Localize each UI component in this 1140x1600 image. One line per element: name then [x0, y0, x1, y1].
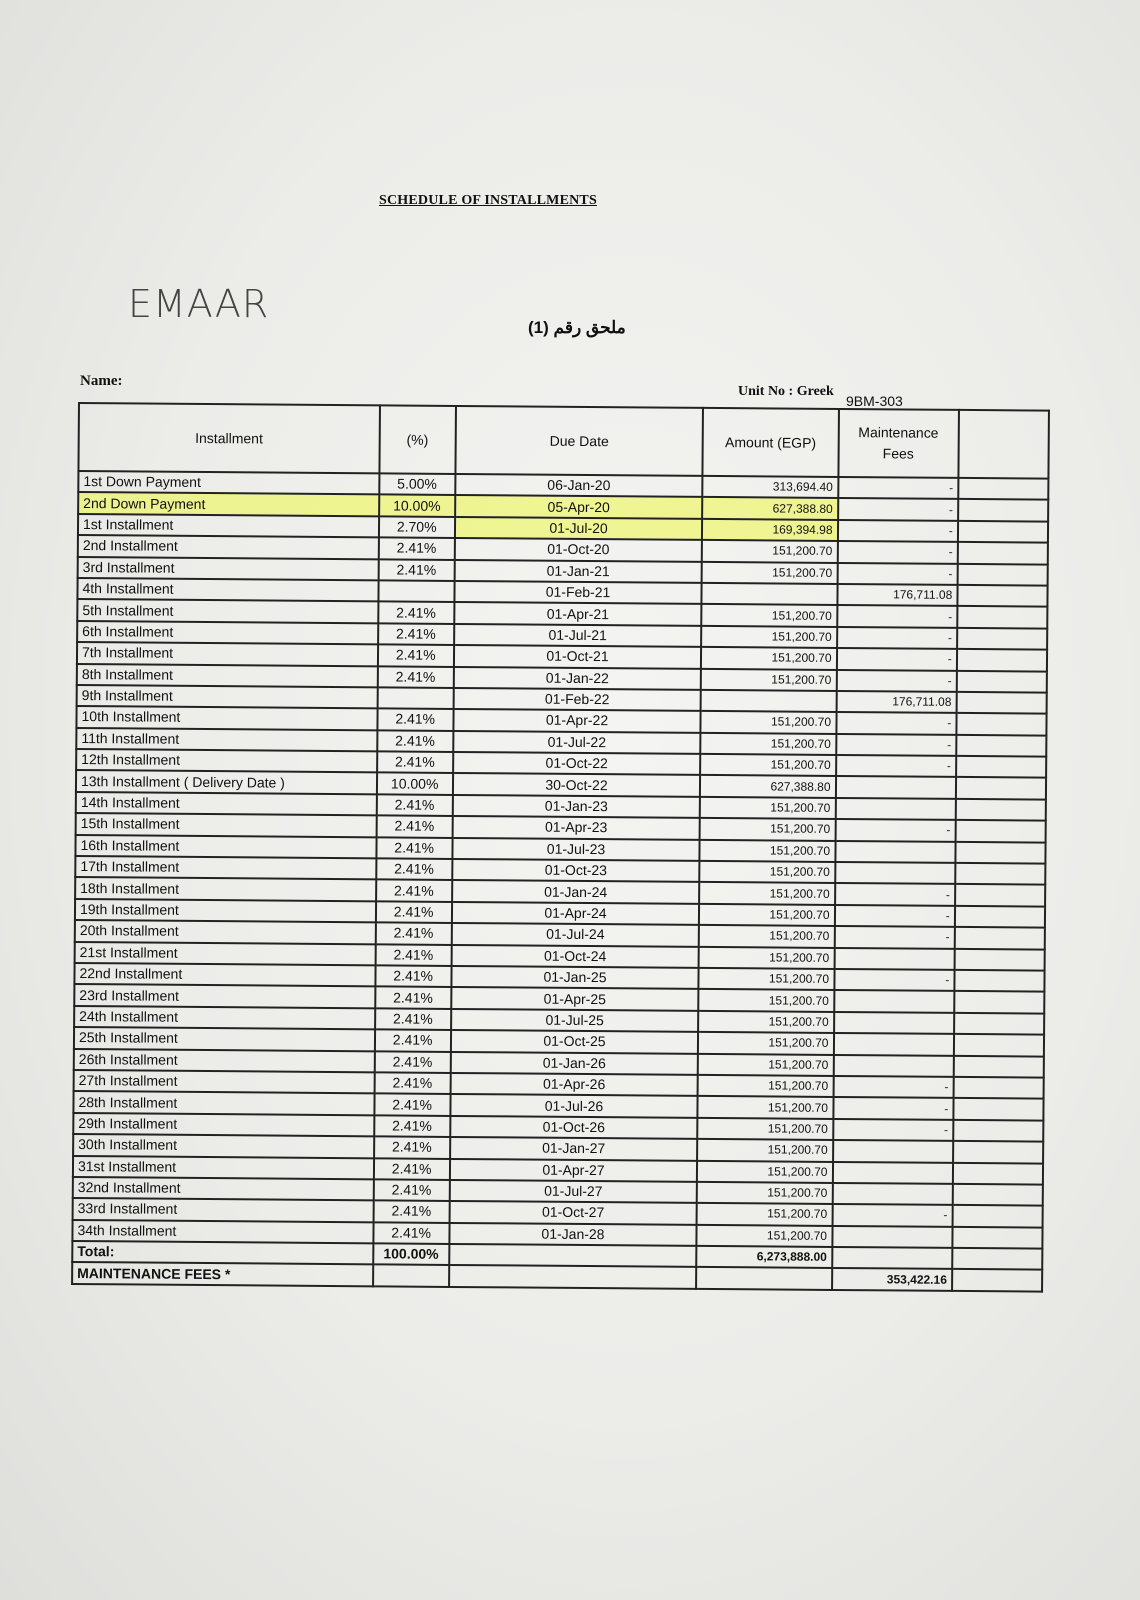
- due-date-cell: 01-Oct-27: [449, 1201, 697, 1224]
- installment-cell: 12th Installment: [76, 749, 377, 773]
- maintenance-fee-cell: -: [837, 520, 957, 542]
- due-date-cell: 01-Jan-26: [451, 1051, 699, 1074]
- extra-cell: [955, 906, 1045, 928]
- maintenance-fee-cell: [835, 841, 955, 863]
- extra-cell: [956, 756, 1046, 778]
- due-date-cell: 01-Feb-22: [453, 688, 701, 711]
- due-date-cell: 06-Jan-20: [455, 474, 703, 497]
- extra-cell: [958, 499, 1048, 521]
- extra-cell: [953, 1055, 1043, 1077]
- installment-cell: 1st Installment: [78, 514, 379, 538]
- installment-cell: 26th Installment: [74, 1049, 375, 1073]
- percent-cell: 2.41%: [375, 1030, 451, 1052]
- installment-cell: 21st Installment: [75, 942, 376, 966]
- installment-cell: 17th Installment: [75, 856, 376, 880]
- maintenance-fee-cell: -: [837, 605, 957, 627]
- installment-cell: 8th Installment: [77, 664, 378, 688]
- percent-cell: 2.41%: [378, 602, 454, 624]
- annex-label: ملحق رقم (1): [528, 318, 626, 337]
- maintenance-fee-cell: -: [837, 563, 957, 585]
- installment-cell: 20th Installment: [75, 920, 376, 944]
- extra-cell: [954, 1034, 1044, 1056]
- total-extra-cell: [952, 1248, 1042, 1270]
- table-header-row: [78, 403, 1049, 479]
- percent-cell: 2.41%: [373, 1222, 449, 1244]
- maintenance-fee-cell: -: [835, 819, 955, 841]
- extra-cell: [954, 991, 1044, 1013]
- due-date-cell: 01-Apr-21: [454, 602, 702, 625]
- percent-cell: 2.41%: [375, 987, 451, 1009]
- installment-cell: 27th Installment: [74, 1070, 375, 1094]
- maintenance-fee-cell: [833, 1033, 953, 1055]
- installment-cell: 4th Installment: [77, 578, 378, 602]
- installment-cell: 25th Installment: [74, 1027, 375, 1051]
- maintenance-fee-cell: -: [838, 498, 958, 520]
- maintenance-fee-cell: [832, 1161, 952, 1183]
- due-date-cell: 01-Jan-21: [454, 560, 702, 583]
- installment-cell: 2nd Down Payment: [78, 492, 379, 516]
- due-date-cell: 01-Apr-25: [451, 987, 699, 1010]
- extra-cell: [956, 692, 1046, 714]
- percent-cell: 2.41%: [374, 1158, 450, 1180]
- extra-cell: [956, 713, 1046, 735]
- amount-cell: 151,200.70: [698, 1011, 833, 1033]
- percent-cell: 2.41%: [374, 1072, 450, 1094]
- amount-cell: 151,200.70: [700, 754, 835, 776]
- percent-cell: 10.00%: [377, 773, 453, 795]
- amount-cell: 151,200.70: [700, 840, 835, 862]
- extra-cell: [955, 884, 1045, 906]
- due-date-cell: 01-Apr-22: [453, 709, 701, 732]
- header-installment: Installment: [78, 403, 379, 473]
- maintenance-total-fee: 353,422.16: [832, 1268, 952, 1290]
- maintenance-fee-cell: [835, 862, 955, 884]
- amount-cell: 151,200.70: [700, 861, 835, 883]
- amount-cell: [702, 583, 837, 605]
- due-date-cell: 01-Oct-21: [454, 645, 702, 668]
- maintenance-fee-cell: [835, 776, 955, 798]
- installment-cell: 15th Installment: [76, 813, 377, 837]
- amount-cell: 151,200.70: [699, 989, 834, 1011]
- due-date-cell: 01-Jul-22: [453, 731, 701, 754]
- installment-cell: 9th Installment: [77, 685, 378, 709]
- extra-cell: [957, 649, 1047, 671]
- installment-cell: 31st Installment: [73, 1155, 374, 1179]
- extra-cell: [955, 820, 1045, 842]
- amount-cell: 627,388.80: [700, 775, 835, 797]
- percent-cell: 2.41%: [376, 880, 452, 902]
- installment-cell: 2nd Installment: [78, 535, 379, 559]
- extra-cell: [953, 1120, 1043, 1142]
- maintenance-extra-cell: [952, 1269, 1042, 1291]
- header-percent: (%): [379, 405, 456, 474]
- installment-cell: 33rd Installment: [73, 1198, 374, 1222]
- installment-cell: 13th Installment ( Delivery Date ): [76, 770, 377, 794]
- maintenance-label: MAINTENANCE FEES *: [72, 1262, 373, 1286]
- percent-cell: 2.41%: [376, 901, 452, 923]
- extra-cell: [955, 842, 1045, 864]
- percent-cell: 2.41%: [376, 837, 452, 859]
- percent-cell: 2.41%: [378, 623, 454, 645]
- total-date-cell: [449, 1244, 697, 1267]
- maintenance-fee-cell: -: [833, 1119, 953, 1141]
- maintenance-fee-cell: -: [834, 926, 954, 948]
- amount-cell: 151,200.70: [699, 904, 834, 926]
- installment-cell: 7th Installment: [77, 642, 378, 666]
- installment-cell: 1st Down Payment: [78, 471, 379, 495]
- maintenance-fee-cell: -: [836, 669, 956, 691]
- due-date-cell: 01-Jul-23: [452, 838, 700, 861]
- due-date-cell: 01-Jul-20: [455, 517, 703, 540]
- installments-table: [71, 402, 1050, 1292]
- amount-cell: 151,200.70: [702, 540, 837, 562]
- maintenance-fee-cell: -: [837, 541, 957, 563]
- due-date-cell: 01-Jul-21: [454, 624, 702, 647]
- extra-cell: [952, 1227, 1042, 1249]
- amount-cell: 151,200.70: [698, 1053, 833, 1075]
- installment-cell: 11th Installment: [76, 728, 377, 752]
- amount-cell: 627,388.80: [702, 497, 837, 519]
- amount-cell: 151,200.70: [699, 882, 834, 904]
- percent-cell: 2.41%: [378, 538, 454, 560]
- header-blank: [958, 410, 1049, 479]
- maintenance-fee-cell: [833, 1140, 953, 1162]
- installment-cell: 22nd Installment: [74, 963, 375, 987]
- due-date-cell: 01-Oct-26: [450, 1116, 698, 1139]
- extra-cell: [955, 863, 1045, 885]
- installment-cell: 30th Installment: [73, 1134, 374, 1158]
- maintenance-fee-cell: -: [834, 969, 954, 991]
- amount-cell: 151,200.70: [700, 818, 835, 840]
- maintenance-fee-cell: [832, 1226, 952, 1248]
- amount-cell: 151,200.70: [701, 647, 836, 669]
- due-date-cell: 01-Jan-25: [451, 966, 699, 989]
- total-label: Total:: [72, 1241, 373, 1265]
- due-date-cell: 01-Apr-23: [452, 816, 700, 839]
- emaar-logo: EMAAR: [128, 282, 270, 326]
- maintenance-fee-cell: -: [832, 1204, 952, 1226]
- percent-cell: 2.41%: [376, 794, 452, 816]
- percent-cell: 2.41%: [375, 1008, 451, 1030]
- installment-cell: 29th Installment: [73, 1113, 374, 1137]
- amount-cell: 151,200.70: [697, 1225, 832, 1247]
- total-amount: 6,273,888.00: [696, 1246, 831, 1268]
- maintenance-pct-cell: [373, 1265, 449, 1287]
- maintenance-fee-cell: -: [837, 627, 957, 649]
- table-body: [72, 471, 1048, 1249]
- maintenance-fee-cell: [834, 990, 954, 1012]
- extra-cell: [953, 1077, 1043, 1099]
- amount-cell: 151,200.70: [697, 1118, 832, 1140]
- extra-cell: [953, 1162, 1043, 1184]
- percent-cell: 2.41%: [375, 944, 451, 966]
- due-date-cell: 01-Jan-28: [449, 1223, 697, 1246]
- extra-cell: [958, 542, 1048, 564]
- extra-cell: [957, 670, 1047, 692]
- amount-cell: 151,200.70: [702, 604, 837, 626]
- extra-cell: [957, 563, 1047, 585]
- percent-cell: 2.41%: [374, 1094, 450, 1116]
- percent-cell: [377, 687, 453, 709]
- extra-cell: [956, 777, 1046, 799]
- extra-cell: [952, 1184, 1042, 1206]
- percent-cell: 5.00%: [379, 473, 455, 495]
- percent-cell: 2.41%: [376, 816, 452, 838]
- extra-cell: [952, 1205, 1042, 1227]
- installment-cell: 23rd Installment: [74, 984, 375, 1008]
- unit-label: Unit No : Greek: [738, 384, 834, 399]
- maintenance-fee-cell: [834, 1012, 954, 1034]
- amount-cell: 151,200.70: [699, 925, 834, 947]
- amount-cell: 151,200.70: [701, 626, 836, 648]
- maintenance-fee-cell: -: [836, 755, 956, 777]
- amount-cell: 151,200.70: [698, 1075, 833, 1097]
- installment-cell: 16th Installment: [75, 835, 376, 859]
- percent-cell: 2.41%: [374, 1115, 450, 1137]
- percent-cell: [378, 580, 454, 602]
- installment-cell: 5th Installment: [77, 599, 378, 623]
- due-date-cell: 01-Apr-27: [450, 1158, 698, 1181]
- maintenance-date-cell: [449, 1265, 697, 1288]
- amount-cell: 151,200.70: [701, 733, 836, 755]
- due-date-cell: 01-Feb-21: [454, 581, 702, 604]
- due-date-cell: 01-Oct-25: [451, 1030, 699, 1053]
- percent-cell: 2.41%: [376, 858, 452, 880]
- installment-cell: 24th Installment: [74, 1006, 375, 1030]
- maintenance-fee-cell: 176,711.08: [836, 691, 956, 713]
- amount-cell: 151,200.70: [700, 797, 835, 819]
- percent-cell: 10.00%: [379, 495, 455, 517]
- document-title: SCHEDULE OF INSTALLMENTS: [379, 193, 597, 208]
- extra-cell: [953, 1098, 1043, 1120]
- maintenance-fee-cell: -: [836, 712, 956, 734]
- installment-cell: 3rd Installment: [78, 557, 379, 581]
- percent-cell: 2.41%: [377, 666, 453, 688]
- amount-cell: 151,200.70: [697, 1139, 832, 1161]
- maintenance-fee-cell: -: [835, 883, 955, 905]
- amount-cell: 151,200.70: [697, 1203, 832, 1225]
- installment-cell: 18th Installment: [75, 877, 376, 901]
- amount-cell: 151,200.70: [699, 968, 834, 990]
- amount-cell: [701, 690, 836, 712]
- extra-cell: [954, 970, 1044, 992]
- maintenance-fee-cell: [834, 948, 954, 970]
- due-date-cell: 01-Jan-24: [452, 880, 700, 903]
- extra-cell: [956, 735, 1046, 757]
- installment-cell: 28th Installment: [73, 1091, 374, 1115]
- installment-cell: 34th Installment: [72, 1220, 373, 1244]
- extra-cell: [955, 927, 1045, 949]
- installment-cell: 14th Installment: [76, 792, 377, 816]
- due-date-cell: 01-Jul-26: [450, 1094, 698, 1117]
- percent-cell: 2.41%: [374, 1136, 450, 1158]
- percent-cell: 2.41%: [378, 559, 454, 581]
- due-date-cell: 01-Jul-24: [452, 923, 700, 946]
- amount-cell: 313,694.40: [703, 476, 838, 498]
- amount-cell: 151,200.70: [701, 668, 836, 690]
- maintenance-fee-cell: -: [836, 648, 956, 670]
- installment-cell: 32nd Installment: [73, 1177, 374, 1201]
- amount-cell: 151,200.70: [702, 561, 837, 583]
- amount-cell: 151,200.70: [697, 1182, 832, 1204]
- maintenance-fee-cell: 176,711.08: [837, 584, 957, 606]
- percent-cell: 2.41%: [377, 751, 453, 773]
- percent-cell: 2.41%: [375, 965, 451, 987]
- unit-value: 9BM-303: [846, 393, 903, 409]
- percent-cell: 2.41%: [378, 644, 454, 666]
- due-date-cell: 01-Oct-24: [451, 945, 699, 968]
- extra-cell: [957, 585, 1047, 607]
- total-fee-cell: [832, 1247, 952, 1269]
- percent-cell: 2.41%: [377, 709, 453, 731]
- due-date-cell: 05-Apr-20: [455, 495, 703, 518]
- percent-cell: 2.41%: [374, 1051, 450, 1073]
- extra-cell: [954, 1013, 1044, 1035]
- maintenance-fee-cell: [835, 798, 955, 820]
- installment-cell: 19th Installment: [75, 899, 376, 923]
- percent-cell: 2.41%: [373, 1179, 449, 1201]
- amount-cell: 151,200.70: [698, 1032, 833, 1054]
- maintenance-fee-cell: [833, 1055, 953, 1077]
- installment-cell: 6th Installment: [77, 621, 378, 645]
- maintenance-fee-cell: -: [836, 734, 956, 756]
- amount-cell: 169,394.98: [702, 519, 837, 541]
- due-date-cell: 01-Oct-20: [455, 538, 703, 561]
- maintenance-fee-cell: [832, 1183, 952, 1205]
- extra-cell: [957, 628, 1047, 650]
- amount-cell: 151,200.70: [701, 711, 836, 733]
- due-date-cell: 30-Oct-22: [453, 773, 701, 796]
- percent-cell: 2.70%: [379, 516, 455, 538]
- due-date-cell: 01-Apr-24: [452, 902, 700, 925]
- due-date-cell: 01-Jan-22: [454, 666, 702, 689]
- due-date-cell: 01-Jul-27: [450, 1180, 698, 1203]
- due-date-cell: 01-Jan-23: [453, 795, 701, 818]
- header-amount: Amount (EGP): [703, 408, 839, 477]
- percent-cell: 2.41%: [373, 1201, 449, 1223]
- amount-cell: 151,200.70: [698, 1096, 833, 1118]
- maintenance-fee-cell: -: [833, 1076, 953, 1098]
- extra-cell: [953, 1141, 1043, 1163]
- due-date-cell: 01-Apr-26: [450, 1073, 698, 1096]
- due-date-cell: 01-Jan-27: [450, 1137, 698, 1160]
- amount-cell: 151,200.70: [697, 1160, 832, 1182]
- name-label: Name:: [80, 373, 123, 389]
- header-maintenance-fees: Maintenance Fees: [838, 409, 959, 478]
- due-date-cell: 01-Jul-25: [451, 1009, 699, 1032]
- installment-cell: 10th Installment: [76, 706, 377, 730]
- maintenance-fee-cell: -: [833, 1097, 953, 1119]
- percent-cell: 2.41%: [375, 923, 451, 945]
- extra-cell: [958, 521, 1048, 543]
- due-date-cell: 01-Oct-23: [452, 859, 700, 882]
- extra-cell: [954, 948, 1044, 970]
- extra-cell: [957, 606, 1047, 628]
- amount-cell: 151,200.70: [699, 946, 834, 968]
- extra-cell: [958, 478, 1048, 500]
- header-due-date: Due Date: [455, 406, 703, 476]
- extra-cell: [956, 799, 1046, 821]
- total-percent: 100.00%: [373, 1243, 449, 1265]
- maintenance-fee-cell: -: [838, 477, 958, 499]
- percent-cell: 2.41%: [377, 730, 453, 752]
- due-date-cell: 01-Oct-22: [453, 752, 701, 775]
- maintenance-fee-cell: -: [834, 905, 954, 927]
- maintenance-amount-cell: [696, 1267, 831, 1289]
